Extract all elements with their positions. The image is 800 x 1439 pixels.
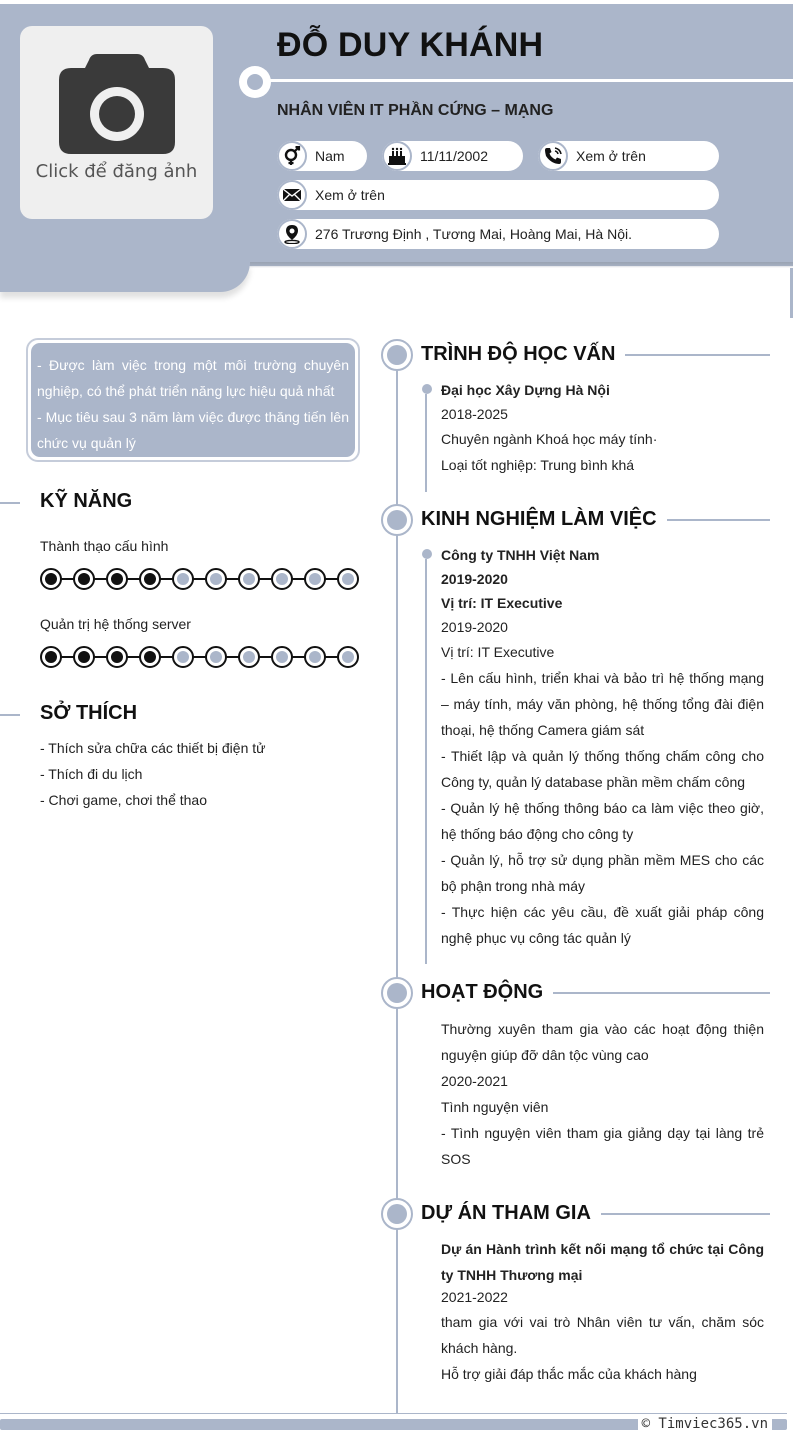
projects-marker xyxy=(381,1198,413,1230)
hobby-item: - Thích đi du lịch xyxy=(40,766,143,782)
gender-icon xyxy=(277,141,307,171)
activities-title-line xyxy=(540,992,770,994)
education-subline xyxy=(425,394,427,492)
candidate-name: ĐỖ DUY KHÁNH xyxy=(277,26,544,64)
experience-duty: - Quản lý hệ thống thông báo ca làm việc theo giờ, hệ thống báo động cho công ty xyxy=(441,800,764,842)
skill-dot-empty xyxy=(337,646,359,668)
skill-dot-empty xyxy=(238,568,260,590)
experience-position: Vị trí: IT Executive xyxy=(441,644,555,660)
experience-duty: - Quản lý, hỗ trợ sử dụng phần mềm MES cho các bộ phận trong nhà máy xyxy=(441,852,764,894)
skills-section-line xyxy=(0,502,20,504)
gender-value: Nam xyxy=(315,148,345,164)
education-grade: Loại tốt nghiệp: Trung bình khá xyxy=(441,457,635,473)
projects-title: DỰ ÁN THAM GIA xyxy=(421,1202,601,1225)
name-marker xyxy=(239,66,271,98)
skill-rating xyxy=(40,568,360,590)
activities-description: Thường xuyên tham gia vào các hoạt động thiện nguyện giúp đỡ dân tộc vùng cao xyxy=(441,1021,764,1063)
experience-title: KINH NGHIỆM LÀM VIỆC xyxy=(421,508,667,531)
experience-years-bold: 2019-2020 xyxy=(441,571,508,587)
birthday-value: 11/11/2002 xyxy=(420,148,488,164)
skill-dot-empty xyxy=(337,568,359,590)
hobbies-title: SỞ THÍCH xyxy=(40,702,138,724)
hobbies-section-line xyxy=(0,714,20,716)
education-title-line xyxy=(600,354,770,356)
activities-role: Tình nguyện viên xyxy=(441,1099,549,1115)
skill-dot-filled xyxy=(139,646,161,668)
projects-title-line xyxy=(590,1213,770,1215)
location-pin-icon xyxy=(277,219,307,249)
project-name: Dự án Hành trình kết nối mạng tổ chức tại Công ty TNHH Thương mại xyxy=(441,1241,764,1283)
phone-icon xyxy=(538,141,568,171)
email-value: Xem ở trên xyxy=(315,187,385,203)
address-field xyxy=(277,219,719,249)
skill-dot-empty xyxy=(205,568,227,590)
activities-years: 2020-2021 xyxy=(441,1073,508,1089)
experience-duty: - Thiết lập và quản lý thống thống chấm công cho Công ty, quản lý database phần mềm chấm công xyxy=(441,748,764,790)
project-role: tham gia với vai trò Nhân viên tư vấn, chăm sóc khách hàng. xyxy=(441,1314,764,1356)
experience-marker xyxy=(381,504,413,536)
phone-value: Xem ở trên xyxy=(576,148,646,164)
education-title: TRÌNH ĐỘ HỌC VẤN xyxy=(421,343,625,366)
skill-dot-filled xyxy=(106,646,128,668)
job-title: NHÂN VIÊN IT PHẦN CỨNG – MẠNG xyxy=(277,102,554,119)
objective-line: - Mục tiêu sau 3 năm làm việc được thăng tiến lên chức vụ quản lý xyxy=(37,409,349,451)
skill-dot-empty xyxy=(238,646,260,668)
skill-dot-empty xyxy=(271,646,293,668)
skill-dot-empty xyxy=(172,568,194,590)
objective-line: - Được làm việc trong một môi trường chuyên nghiệp, có thể phát triển năng lực hiệu quả nhất xyxy=(37,357,349,399)
experience-duty: - Thực hiện các yêu cầu, đề xuất giải pháp công nghệ phục vụ công tác quản lý xyxy=(441,904,764,946)
phone-field xyxy=(538,141,719,171)
objective-text xyxy=(31,343,355,457)
education-school: Đại học Xây Dựng Hà Nội xyxy=(441,382,610,398)
skill-dot-empty xyxy=(304,646,326,668)
footer-line xyxy=(0,1413,787,1414)
skill-dot-filled xyxy=(139,568,161,590)
experience-company: Công ty TNHH Việt Nam xyxy=(441,547,600,563)
skill-dot-filled xyxy=(40,646,62,668)
address-value: 276 Trương Định , Tương Mai, Hoàng Mai, Hà Nội. xyxy=(315,226,632,242)
project-detail: Hỗ trợ giải đáp thắc mắc của khách hàng xyxy=(441,1366,697,1382)
activities-title: HOẠT ĐỘNG xyxy=(421,981,553,1004)
email-field xyxy=(277,180,719,210)
skill-dot-empty xyxy=(271,568,293,590)
education-major: Chuyên ngành Khoá học máy tính· xyxy=(441,431,658,447)
activities-marker xyxy=(381,977,413,1009)
education-years: 2018-2025 xyxy=(441,406,508,422)
education-marker xyxy=(381,339,413,371)
header-shadow xyxy=(250,262,793,268)
experience-bullet xyxy=(422,549,432,559)
experience-years: 2019-2020 xyxy=(441,619,508,635)
experience-position-bold: Vị trí: IT Executive xyxy=(441,595,563,611)
hobby-item: - Chơi game, chơi thể thao xyxy=(40,792,207,808)
envelope-icon xyxy=(277,180,307,210)
skill-dot-empty xyxy=(304,568,326,590)
skill-dot-empty xyxy=(172,646,194,668)
header-curve xyxy=(0,262,250,292)
skill-dot-filled xyxy=(73,568,95,590)
skill-dot-filled xyxy=(40,568,62,590)
skill-name: Quản trị hệ thống server xyxy=(40,616,191,632)
skill-dot-filled xyxy=(106,568,128,590)
project-years: 2021-2022 xyxy=(441,1289,508,1305)
birthday-field xyxy=(382,141,523,171)
skill-dot-empty xyxy=(205,646,227,668)
experience-duty: - Lên cấu hình, triển khai và bảo trì hệ thống mạng – máy tính, máy văn phòng, hệ thống tổng đài điện thoại, hệ thống Camera giám sát xyxy=(441,670,764,738)
avatar-upload[interactable] xyxy=(20,26,213,219)
education-bullet xyxy=(422,384,432,394)
activities-detail: - Tình nguyện viên tham gia giảng dạy tại làng trẻ SOS xyxy=(441,1125,764,1167)
skill-rating xyxy=(40,646,360,668)
right-edge-bar xyxy=(790,268,793,318)
camera-icon xyxy=(59,54,175,154)
hobby-item: - Thích sửa chữa các thiết bị điện tử xyxy=(40,740,266,756)
gender-field xyxy=(277,141,367,171)
watermark: © Timviec365.vn xyxy=(638,1416,772,1432)
skill-name: Thành thạo cấu hình xyxy=(40,538,169,554)
experience-subline xyxy=(425,559,427,964)
skill-dot-filled xyxy=(73,646,95,668)
career-objective xyxy=(26,338,360,462)
upload-photo-label: Click để đăng ảnh xyxy=(35,161,198,182)
skills-title: KỸ NĂNG xyxy=(40,490,133,512)
name-underline xyxy=(268,79,793,82)
cake-icon xyxy=(382,141,412,171)
